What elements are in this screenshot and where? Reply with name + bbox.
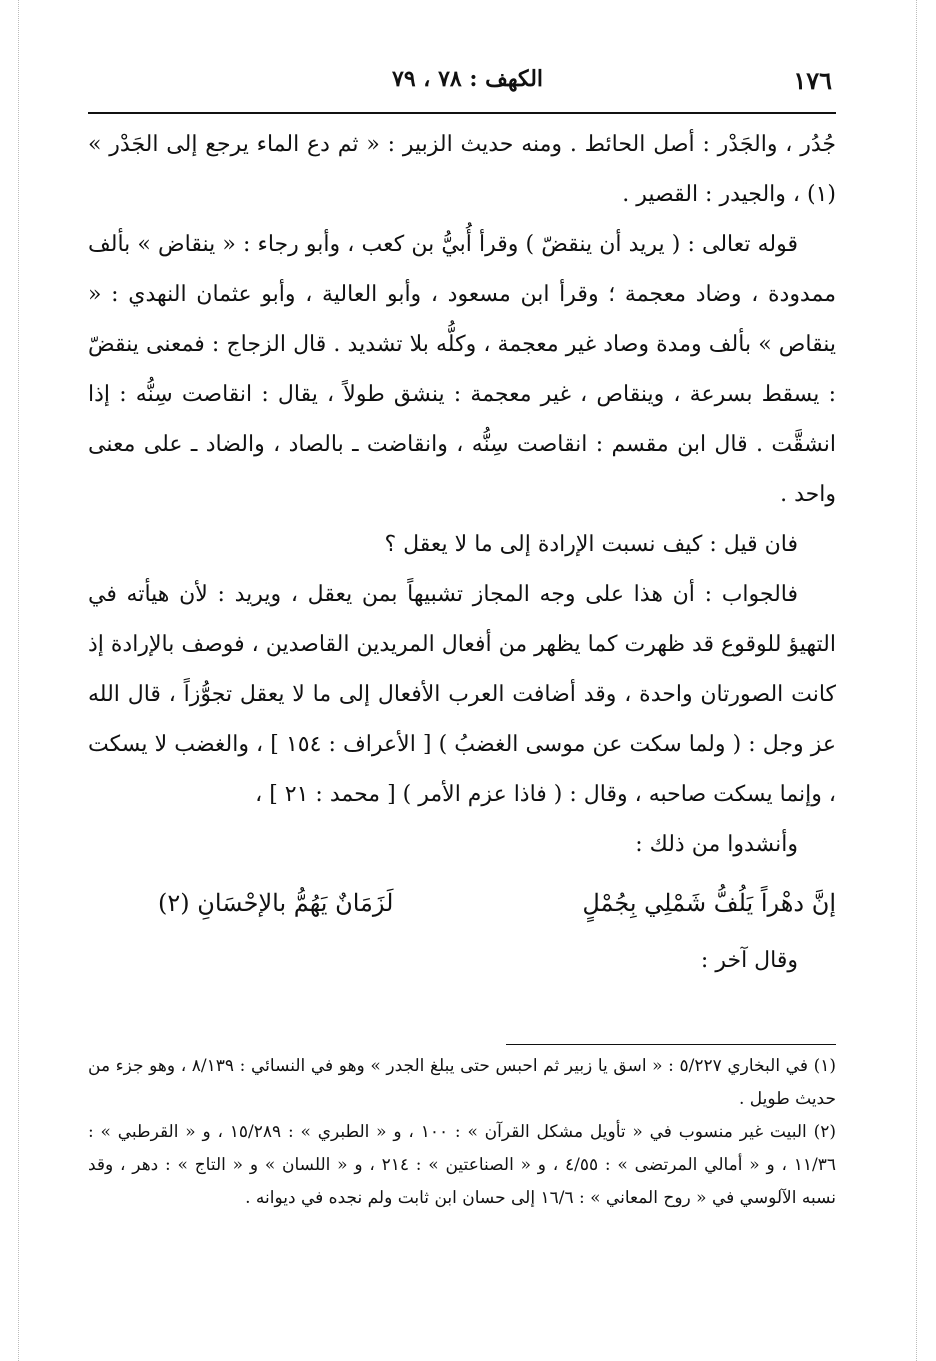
paragraph-3: فان قيل : كيف نسبت الإرادة إلى ما لا يعقل ؟ (384, 532, 798, 557)
footnote-rule (506, 1044, 836, 1045)
paragraph-5: وأنشدوا من ذلك : (635, 832, 798, 857)
footnote-1: (١) في البخاري ٥/٢٢٧ : « اسق يا زبير ثم احبس حتى يبلغ الجدر » وهو في النسائي : ٨/١٣٩ ، وهو جزء من حديث طويل . (88, 1056, 836, 1109)
footnote-2: (٢) البيت غير منسوب في « تأويل مشكل القرآن » : ١٠٠ ، و « الطبري » : ١٥/٢٨٩ ، و « القرطبي » : ١١/٣٦ ، و « أمالي المرتضى » : ٤/٥٥ ، و « الصناعتين » : ٢١٤ ، و « اللسان » و « التاج » : دهر ، وقد نسبه الآلوسي في « روح المعاني » : ١٦/٦ إلى حسان ابن ثابت ولم نجده في ديوانه . (88, 1122, 836, 1208)
verse-second-hemistich: لَزَمَانٌ يَهُمُّ بالإحْسَانِ (٢) (158, 889, 394, 917)
scan-dotted-margin-right (916, 0, 917, 1361)
paragraph-6: وقال آخر : (700, 948, 798, 973)
scan-dotted-margin-left (18, 0, 19, 1361)
verse-first-hemistich: إنَّ دهْراً يَلُفُّ شَمْلِي بِجُمْلٍ (582, 889, 836, 917)
footnotes (88, 1050, 836, 1215)
paragraph-1: جُدُر ، والجَدْر : أصل الحائط . ومنه حديث الزبير : « ثم دع الماء يرجع إلى الجَدْر » (١) ، والجيدر : القصير . (88, 132, 836, 207)
main-text (88, 120, 836, 986)
page-header (92, 66, 832, 106)
paragraph-4: فالجواب : أن هذا على وجه المجاز تشبيهاً بمن يعقل ، ويريد : لأن هيأته في التهيؤ للوقوع قد ظهرت كما يظهر من أفعال المريدين القاصدين ، فوصف بالإرادة إذ كانت الصورتان واحدة ، وقد أضافت العرب الأفعال إلى ما لا يعقل تجوُّزاً ، قال الله عز وجل : ( ولما سكت عن موسى الغضبُ ) [ الأعراف : ١٥٤ ] ، والغضب لا يسكت ، وإنما يسكت صاحبه ، وقال : ( فاذا عزم الأمر ) [ محمد : ٢١ ] ، (88, 582, 836, 807)
page-number: ١٧٦ (793, 66, 832, 95)
paragraph-2: قوله تعالى : ( يريد أن ينقضّ ) وقرأ أُبيُّ بن كعب ، وأبو رجاء : « ينقاض » بألف ممدودة ، وضاد معجمة ؛ وقرأ ابن مسعود ، وأبو العالية ، وأبو عثمان النهدي : « ينقاص » بألف ومدة وصاد غير معجمة ، وكلُّه بلا تشديد . قال الزجاج : فمعنى ينقضّ : يسقط بسرعة ، وينقاص ، غير معجمة : ينشق طولاً ، يقال : انقاصت سِنُّه : إذا انشقَّت . قال ابن مقسم : انقاصت سِنُّه ، وانقاضت ـ بالصاد ، والضاد ـ على معنى واحد . (88, 232, 836, 507)
poem-verse (88, 870, 836, 936)
running-head: الكهف : ٧٨ ، ٧٩ (392, 66, 544, 92)
header-rule (88, 112, 836, 114)
